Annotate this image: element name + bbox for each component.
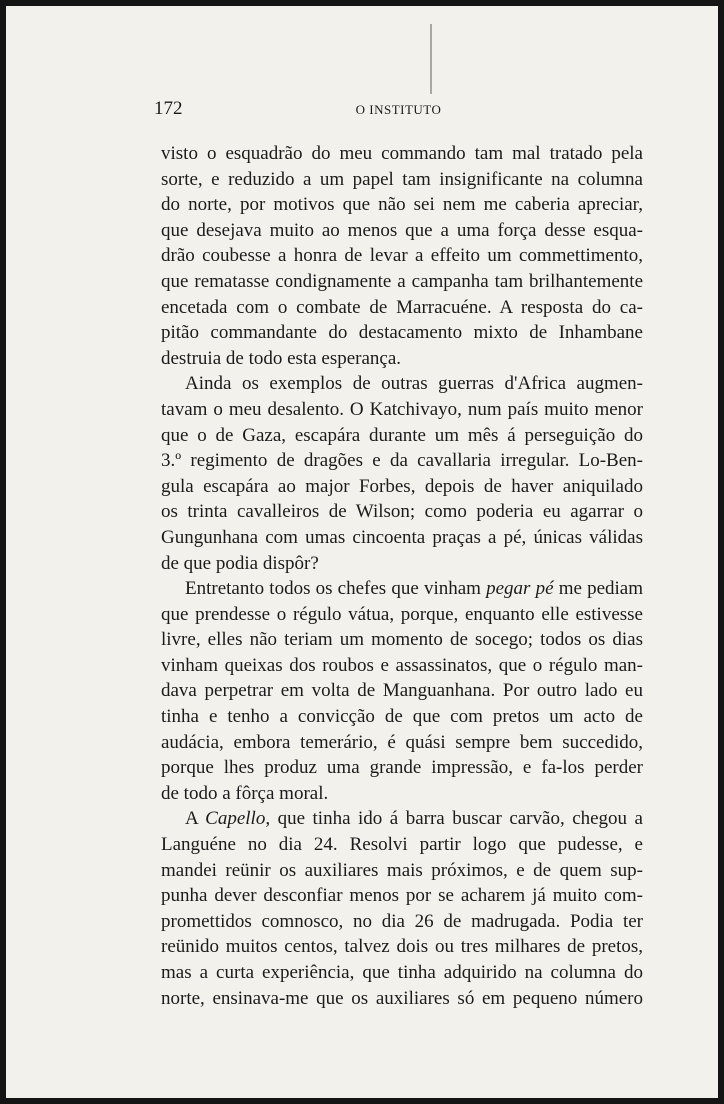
text-line: punha dever desconfiar menos por se acharem já muito com-: [161, 885, 643, 907]
text-line: mas a curta experiência, que tinha adquirido na columna do: [161, 962, 643, 983]
body-text: [161, 141, 643, 1011]
paragraph: [161, 806, 643, 1011]
running-title: O INSTITUTO: [355, 102, 442, 117]
text-line: audácia, embora temerário, é quási sempre bem succedido,: [161, 731, 643, 753]
text-line: [161, 576, 643, 602]
text-line: Ainda os exemplos de outras guerras d'Africa augmen-: [185, 373, 643, 395]
paragraph: [161, 576, 643, 806]
text-line: livre, elles não teriam um momento de socego; todos os dias: [161, 629, 643, 651]
text-line: pitão commandante do destacamento mixto de Inhambane: [161, 322, 643, 344]
text-line: destruia de todo esta esperança.: [161, 347, 402, 369]
text-segment: A: [185, 808, 206, 830]
text-line: gula escapára ao major Forbes, depois de haver aniquilado: [161, 475, 643, 497]
text-line: que rematasse condignamente a campanha tam brilhantemente: [161, 270, 643, 292]
italic-phrase: pegar pé: [486, 578, 554, 600]
text-line: de todo a fôrça moral.: [161, 782, 329, 804]
text-line: reünido muitos centos, talvez dois ou tres milhares de pretos,: [161, 936, 643, 958]
text-line: drão coubesse a honra de levar a effeito um commettimento,: [161, 245, 643, 267]
text-line: que prendesse o régulo vátua, porque, enquanto elle estivesse: [161, 603, 643, 625]
text-line: os trinta cavalleiros de Wilson; como poderia eu agarrar o: [161, 501, 643, 523]
text-line: [161, 806, 643, 832]
text-line: promettidos comnosco, no dia 26 de madrugada. Podia ter: [161, 910, 643, 932]
page-header: [154, 98, 643, 122]
text-line: que desejava muito ao menos que a uma força desse esqua-: [161, 219, 643, 241]
text-line: de que podia dispôr?: [161, 552, 319, 574]
text-line: visto o esquadrão do meu commando tam mal tratado pela: [161, 143, 643, 164]
text-line: vinham queixas dos roubos e assassinatos, que o régulo man-: [161, 654, 643, 676]
text-line: dava perpetrar em volta de Manguanhana. Por outro lado eu: [161, 680, 643, 702]
text-line: tinha e tenho a convicção de que com pretos um acto de: [161, 706, 643, 728]
text-line: Gungunhana com umas cincoenta praças a pé, únicas válidas: [161, 526, 643, 548]
text-line: Languéne no dia 24. Resolvi partir logo que pudesse, e: [161, 834, 643, 856]
document-page: [6, 6, 718, 1098]
text-line: do norte, por motivos que não sei nem me caberia apreciar,: [161, 194, 643, 216]
text-line: norte, ensinava-me que os auxiliares só em pequeno número: [161, 987, 643, 1009]
text-line: mandei reünir os auxiliares mais próximos, e de quem sup-: [161, 859, 643, 881]
italic-ship-name: Capello,: [205, 808, 271, 830]
text-segment: Entretanto todos os chefes que vinham: [185, 578, 487, 600]
page-number: 172: [154, 98, 183, 119]
paragraph: [161, 371, 643, 576]
text-line: porque lhes produz uma grande impressão, e fa-los perder: [161, 757, 643, 779]
text-line: que o de Gaza, escapára durante um mês á perseguição do: [161, 424, 643, 446]
text-line: sorte, e reduzido a um papel tam insignificante na columna: [161, 168, 643, 190]
text-line: encetada com o combate de Marracuéne. A resposta do ca-: [161, 296, 643, 318]
text-segment: que tinha ido á barra buscar carvão, chegou a: [270, 808, 643, 830]
text-line: 3.º regimento de dragões e da cavallaria irregular. Lo-Ben-: [161, 450, 643, 472]
paragraph: [161, 141, 643, 371]
scan-artifact-line: [430, 24, 432, 94]
text-line: tavam o meu desalento. O Katchivayo, num país muito menor: [161, 398, 643, 420]
text-segment: me pediam: [553, 578, 643, 600]
